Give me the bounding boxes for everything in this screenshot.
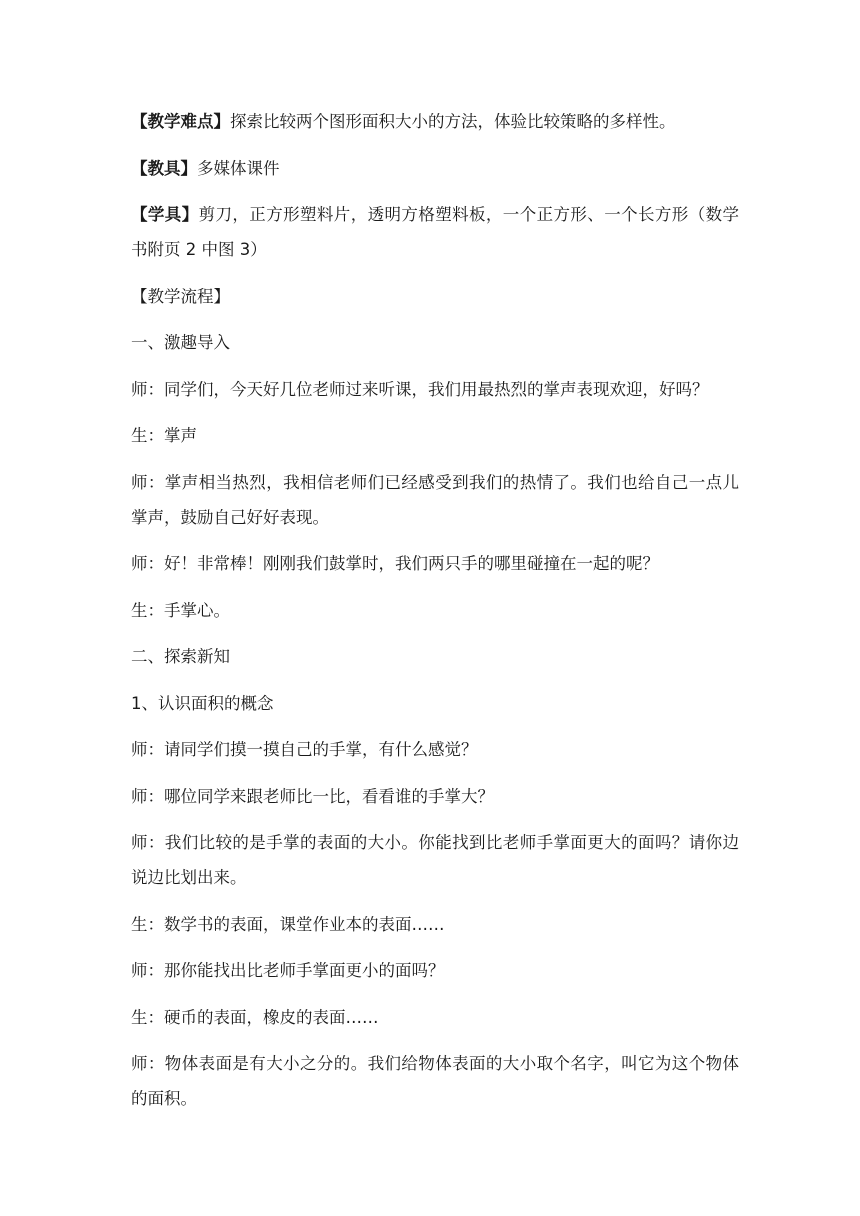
dialogue-line: 生：手掌心。 [131, 600, 230, 620]
heading-learning-tools: 【学具】 [131, 205, 199, 224]
dialogue-line: 生：掌声 [131, 426, 197, 445]
section-heading-explore: 二、探索新知 [131, 647, 230, 666]
dialogue-line: 生：数学书的表面，课堂作业本的表面…… [131, 914, 445, 934]
paragraph-teaching-difficulty [131, 104, 739, 139]
dialogue-line: 师：物体表面是有大小之分的。我们给物体表面的大小取个名字，叫它为这个物体的面积。 [131, 1054, 739, 1108]
dialogue-line: 师：好！非常棒！刚刚我们鼓掌时，我们两只手的哪里碰撞在一起的呢？ [131, 554, 659, 573]
paragraph-teaching-aids [131, 151, 739, 186]
text-teaching-difficulty: 探索比较两个图形面积大小的方法，体验比较策略的多样性。 [230, 112, 676, 131]
paragraph-teaching-process: 【教学流程】 [131, 286, 230, 306]
dialogue-line: 师：我们比较的是手掌的表面的大小。你能找到比老师手掌面更大的面吗？请你边说边比划出来。 [131, 833, 739, 887]
heading-teaching-difficulty: 【教学难点】 [131, 112, 230, 131]
subsection-heading-area-concept: 1、认识面积的概念 [131, 693, 274, 713]
dialogue-line: 生：硬币的表面，橡皮的表面…… [131, 1007, 379, 1027]
text-teaching-aids: 多媒体课件 [197, 158, 280, 178]
dialogue-line: 师：掌声相当热烈，我相信老师们已经感受到我们的热情了。我们也给自己一点儿掌声，鼓励自己好好表现。 [131, 472, 739, 527]
dialogue-line: 师：请同学们摸一摸自己的手掌，有什么感觉？ [131, 740, 478, 759]
dialogue-line: 师：那你能找出比老师手掌面更小的面吗？ [131, 961, 445, 980]
heading-teaching-aids: 【教具】 [131, 158, 197, 178]
document-body [131, 104, 739, 1128]
dialogue-line: 师：同学们，今天好几位老师过来听课，我们用最热烈的掌声表现欢迎，好吗？ [131, 379, 709, 399]
text-learning-tools: 剪刀，正方形塑料片，透明方格塑料板，一个正方形、一个长方形（数学书附页 2 中图 3） [131, 205, 740, 259]
paragraph-learning-tools [131, 197, 739, 267]
dialogue-line: 师：哪位同学来跟老师比一比，看看谁的手掌大？ [131, 786, 494, 806]
section-heading-intro: 一、激趣导入 [131, 333, 230, 352]
